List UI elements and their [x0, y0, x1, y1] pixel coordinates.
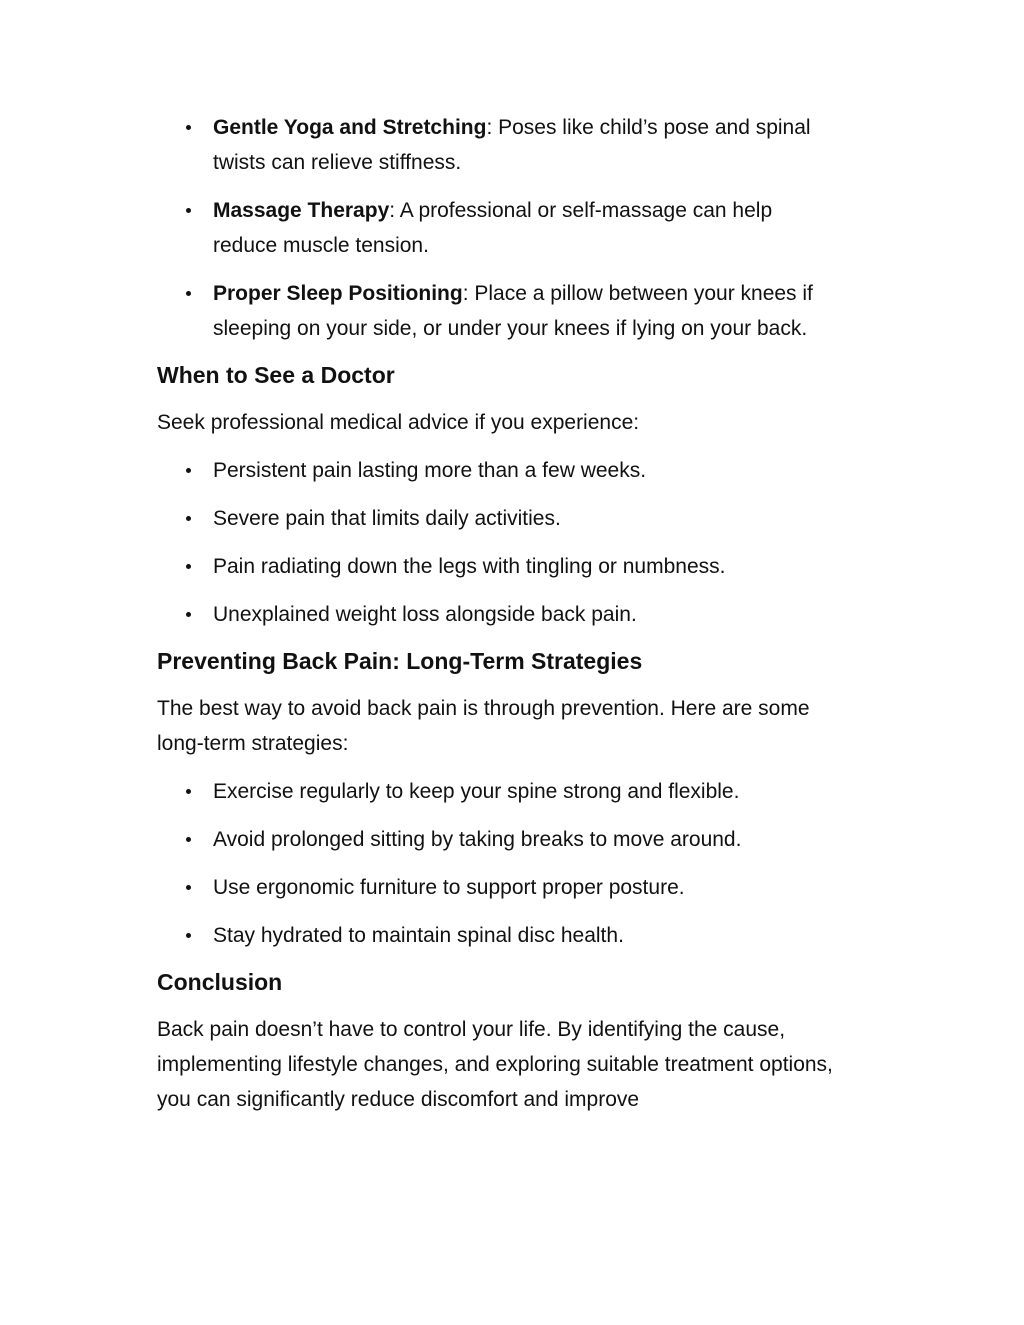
bullet-icon	[186, 933, 191, 938]
bullet-icon	[186, 291, 191, 296]
section-intro-doctor: Seek professional medical advice if you experience:	[157, 411, 640, 434]
list-item-text: Pain radiating down the legs with tingling or numbness.	[213, 555, 726, 578]
list-item	[157, 549, 877, 584]
bullet-icon	[186, 789, 191, 794]
list-item	[157, 774, 877, 809]
bullet-icon	[186, 125, 191, 130]
list-item-text: Exercise regularly to keep your spine strong and flexible.	[213, 780, 740, 803]
bullet-icon	[186, 837, 191, 842]
bullet-icon	[186, 612, 191, 617]
conclusion-text: Back pain doesn’t have to control your life. By identifying the cause, implementing lifestyle changes, and exploring suitable treatment options, you can significantly reduce discomfort and improve	[157, 1018, 833, 1111]
section-intro-prevention: The best way to avoid back pain is through prevention. Here are some long-term strategies:	[157, 697, 810, 755]
bullet-icon	[186, 208, 191, 213]
list-item-text: Persistent pain lasting more than a few weeks.	[213, 459, 647, 482]
list-item-text: Stay hydrated to maintain spinal disc health.	[213, 924, 624, 947]
list-item-text: : Poses like child’s pose and spinal twists can relieve stiffness.	[213, 116, 811, 174]
bullet-icon	[186, 468, 191, 473]
list-item-term: Gentle Yoga and Stretching	[213, 116, 487, 139]
list-item	[157, 822, 877, 857]
list-item	[157, 870, 877, 905]
list-item-term: Proper Sleep Positioning	[213, 282, 463, 305]
document-page	[157, 110, 877, 1130]
list-item	[157, 193, 823, 263]
list-item-text: : A professional or self-massage can help reduce muscle tension.	[213, 199, 773, 257]
section-heading-prevention: Preventing Back Pain: Long-Term Strategies	[157, 648, 643, 674]
list-item	[157, 918, 877, 953]
list-item	[157, 276, 877, 346]
bullet-icon	[186, 516, 191, 521]
section-heading-doctor: When to See a Doctor	[157, 362, 395, 388]
list-item	[157, 597, 877, 632]
list-item-text: Avoid prolonged sitting by taking breaks to move around.	[213, 828, 742, 851]
list-item	[157, 110, 853, 180]
list-item	[157, 501, 877, 536]
section-heading-conclusion: Conclusion	[157, 969, 283, 995]
list-item	[157, 453, 877, 488]
list-item-text: : Place a pillow between your knees if sleeping on your side, or under your knees if lying on your back.	[213, 282, 813, 340]
list-item-text: Unexplained weight loss alongside back pain.	[213, 603, 637, 626]
list-item-text: Severe pain that limits daily activities.	[213, 507, 561, 530]
prevention-list	[157, 774, 877, 953]
list-item-text: Use ergonomic furniture to support proper posture.	[213, 876, 685, 899]
bullet-icon	[186, 885, 191, 890]
doctor-list	[157, 453, 877, 632]
list-item-term: Massage Therapy	[213, 199, 390, 222]
bullet-icon	[186, 564, 191, 569]
remedies-list	[157, 110, 877, 346]
